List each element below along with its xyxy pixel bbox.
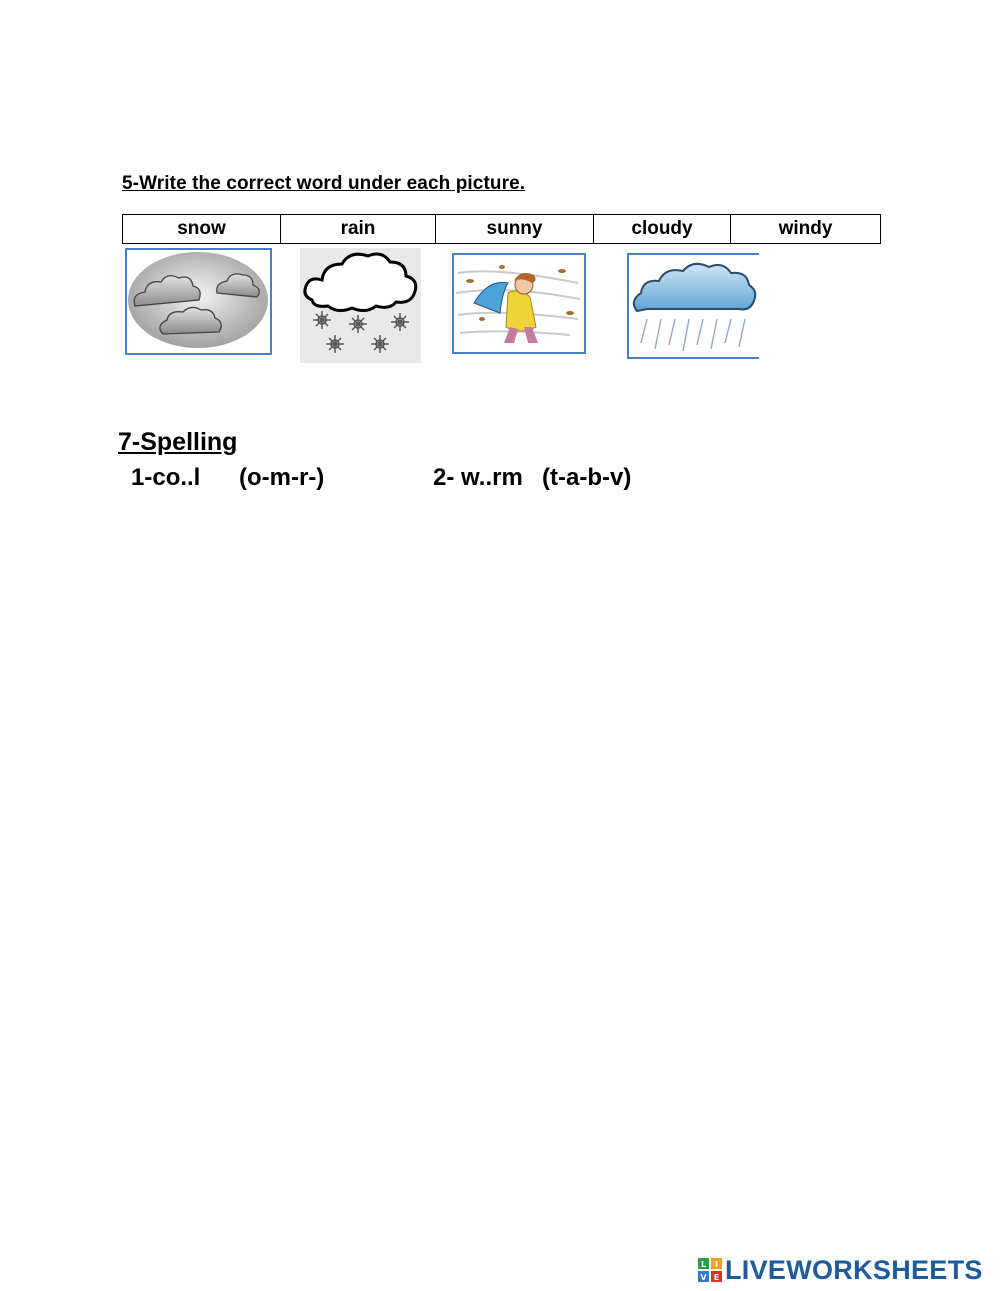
word-bank-cell-cloudy: cloudy — [594, 215, 731, 244]
word-bank-cell-windy: windy — [731, 215, 881, 244]
liveworksheets-logo — [698, 1255, 983, 1285]
rain-cloud-icon — [627, 253, 759, 359]
word-bank-table — [122, 214, 881, 244]
spelling-item-2-word: 2- w..rm — [433, 464, 523, 491]
picture-3 — [452, 253, 586, 354]
picture-2 — [300, 248, 421, 363]
spelling-item-1-letters: (o-m-r-) — [239, 464, 325, 491]
spelling-item-2-letters: (t-a-b-v) — [542, 464, 632, 491]
liveworksheets-logo-text: LIVEWORKSHEETS — [725, 1254, 983, 1285]
spelling-item-1-word: 1-co..l — [131, 464, 201, 491]
logo-letter-l: L — [700, 1260, 707, 1269]
logo-letter-i: I — [715, 1260, 718, 1269]
logo-letter-e: E — [713, 1273, 720, 1282]
section7-title: 7-Spelling — [118, 428, 238, 456]
picture-4 — [627, 253, 759, 359]
word-bank-cell-sunny: sunny — [436, 215, 594, 244]
section5-title: 5-Write the correct word under each picture. — [122, 173, 526, 194]
picture-1 — [125, 248, 272, 355]
liveworksheets-logo-icon — [698, 1258, 722, 1282]
windy-person-icon — [452, 253, 586, 354]
word-bank-cell-rain: rain — [281, 215, 436, 244]
word-bank-cell-snow: snow — [123, 215, 281, 244]
snow-cloud-icon — [300, 248, 421, 363]
logo-letter-v: V — [700, 1273, 707, 1282]
cloudy-icon — [125, 248, 272, 355]
